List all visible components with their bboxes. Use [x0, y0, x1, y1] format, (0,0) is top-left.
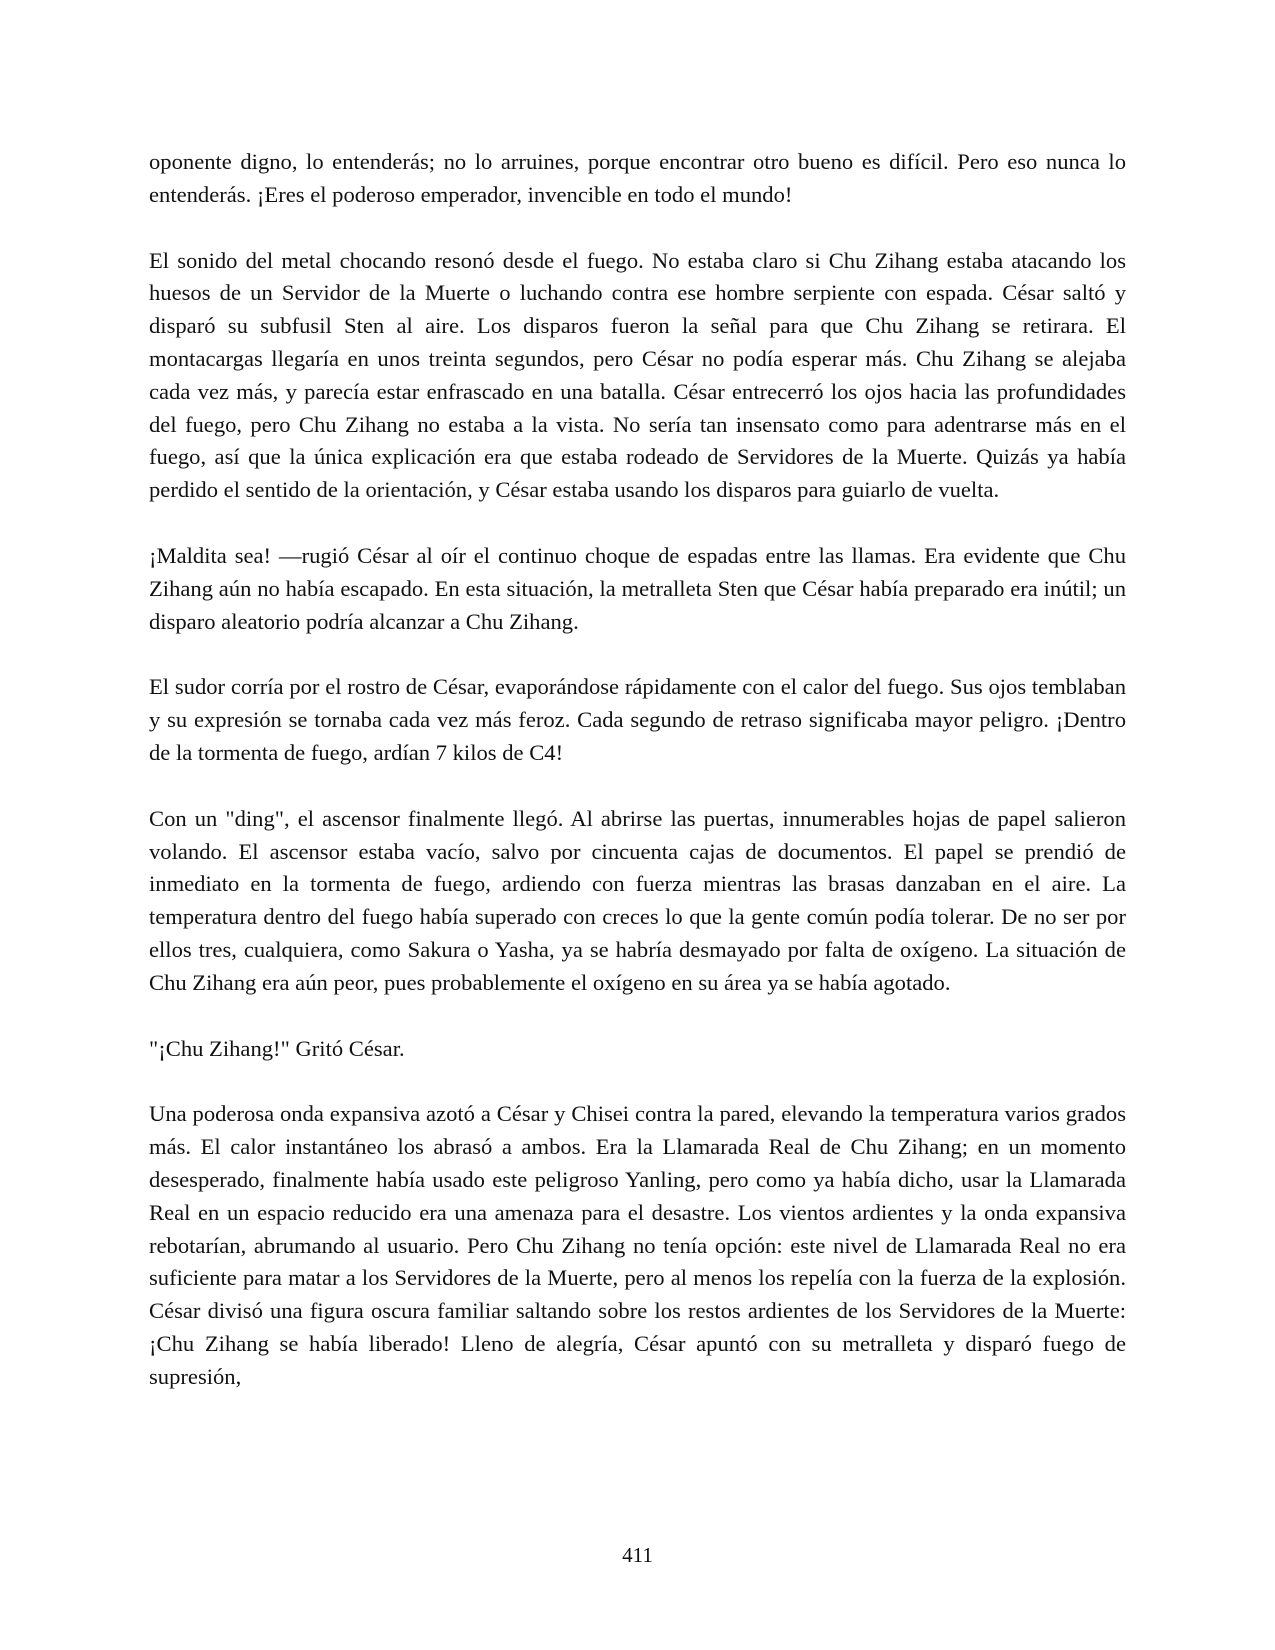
paragraph-5: Con un "ding", el ascensor finalmente llegó. Al abrirse las puertas, innumerables hojas de papel salieron volando. El ascensor estaba vacío, salvo por cincuenta cajas de documentos. El papel se prendió de inmediato en la tormenta de fuego, ardiendo con fuerza mientras las brasas danzaban en el aire. La temperatura dentro del fuego había superado con creces lo que la gente común podía tolerar. De no ser por ellos tres, cualquiera, como Sakura o Yasha, ya se habría desmayado por falta de oxígeno. La situación de Chu Zihang era aún peor, pues probablemente el oxígeno en su área ya se había agotado. [149, 805, 1126, 995]
paragraph-7: Una poderosa onda expansiva azotó a César y Chisei contra la pared, elevando la temperatura varios grados más. El calor instantáneo los abrasó a ambos. Era la Llamarada Real de Chu Zihang; en un momento desesperado, finalmente había usado este peligroso Yanling, pero como ya había dicho, usar la Llamarada Real en un espacio reducido era una amenaza para el desastre. Los vientos ardientes y la onda expansiva rebotarían, abrumando al usuario. Pero Chu Zihang no tenía opción: este nivel de Llamarada Real no era suficiente para matar a los Servidores de la Muerte, pero al menos los repelía con la fuerza de la explosión. César divisó una figura oscura familiar saltando sobre los restos ardientes de los Servidores de la Muerte: ¡Chu Zihang se había liberado! Lleno de alegría, César apuntó con su metralleta y disparó fuego de supresión, [149, 1101, 1126, 1389]
page-number: 411 [622, 1543, 653, 1567]
body-text [149, 146, 1126, 1394]
paragraph-4: El sudor corría por el rostro de César, evaporándose rápidamente con el calor del fuego. Sus ojos temblaban y su expresión se tornaba cada vez más feroz. Cada segundo de retraso significaba mayor peligro. ¡Dentro de la tormenta de fuego, ardían 7 kilos de C4! [149, 674, 1126, 765]
paragraph-1: oponente digno, lo entenderás; no lo arruines, porque encontrar otro bueno es difícil. Pero eso nunca lo entenderás. ¡Eres el poderoso emperador, invencible en todo el mundo! [149, 149, 1126, 207]
paragraph-6: "¡Chu Zihang!" Gritó César. [149, 1035, 405, 1061]
paragraph-2: El sonido del metal chocando resonó desde el fuego. No estaba claro si Chu Zihang estaba atacando los huesos de un Servidor de la Muerte o luchando contra ese hombre serpiente con espada. César saltó y disparó su subfusil Sten al aire. Los disparos fueron la señal para que Chu Zihang se retirara. El montacargas llegaría en unos treinta segundos, pero César no podía esperar más. Chu Zihang se alejaba cada vez más, y parecía estar enfrascado en una batalla. César entrecerró los ojos hacia las profundidades del fuego, pero Chu Zihang no estaba a la vista. No sería tan insensato como para adentrarse más en el fuego, así que la única explicación era que estaba rodeado de Servidores de la Muerte. Quizás ya había perdido el sentido de la orientación, y César estaba usando los disparos para guiarlo de vuelta. [149, 247, 1126, 503]
paragraph-3: ¡Maldita sea! —rugió César al oír el continuo choque de espadas entre las llamas. Era evidente que Chu Zihang aún no había escapado. En esta situación, la metralleta Sten que César había preparado era inútil; un disparo aleatorio podría alcanzar a Chu Zihang. [149, 542, 1126, 634]
